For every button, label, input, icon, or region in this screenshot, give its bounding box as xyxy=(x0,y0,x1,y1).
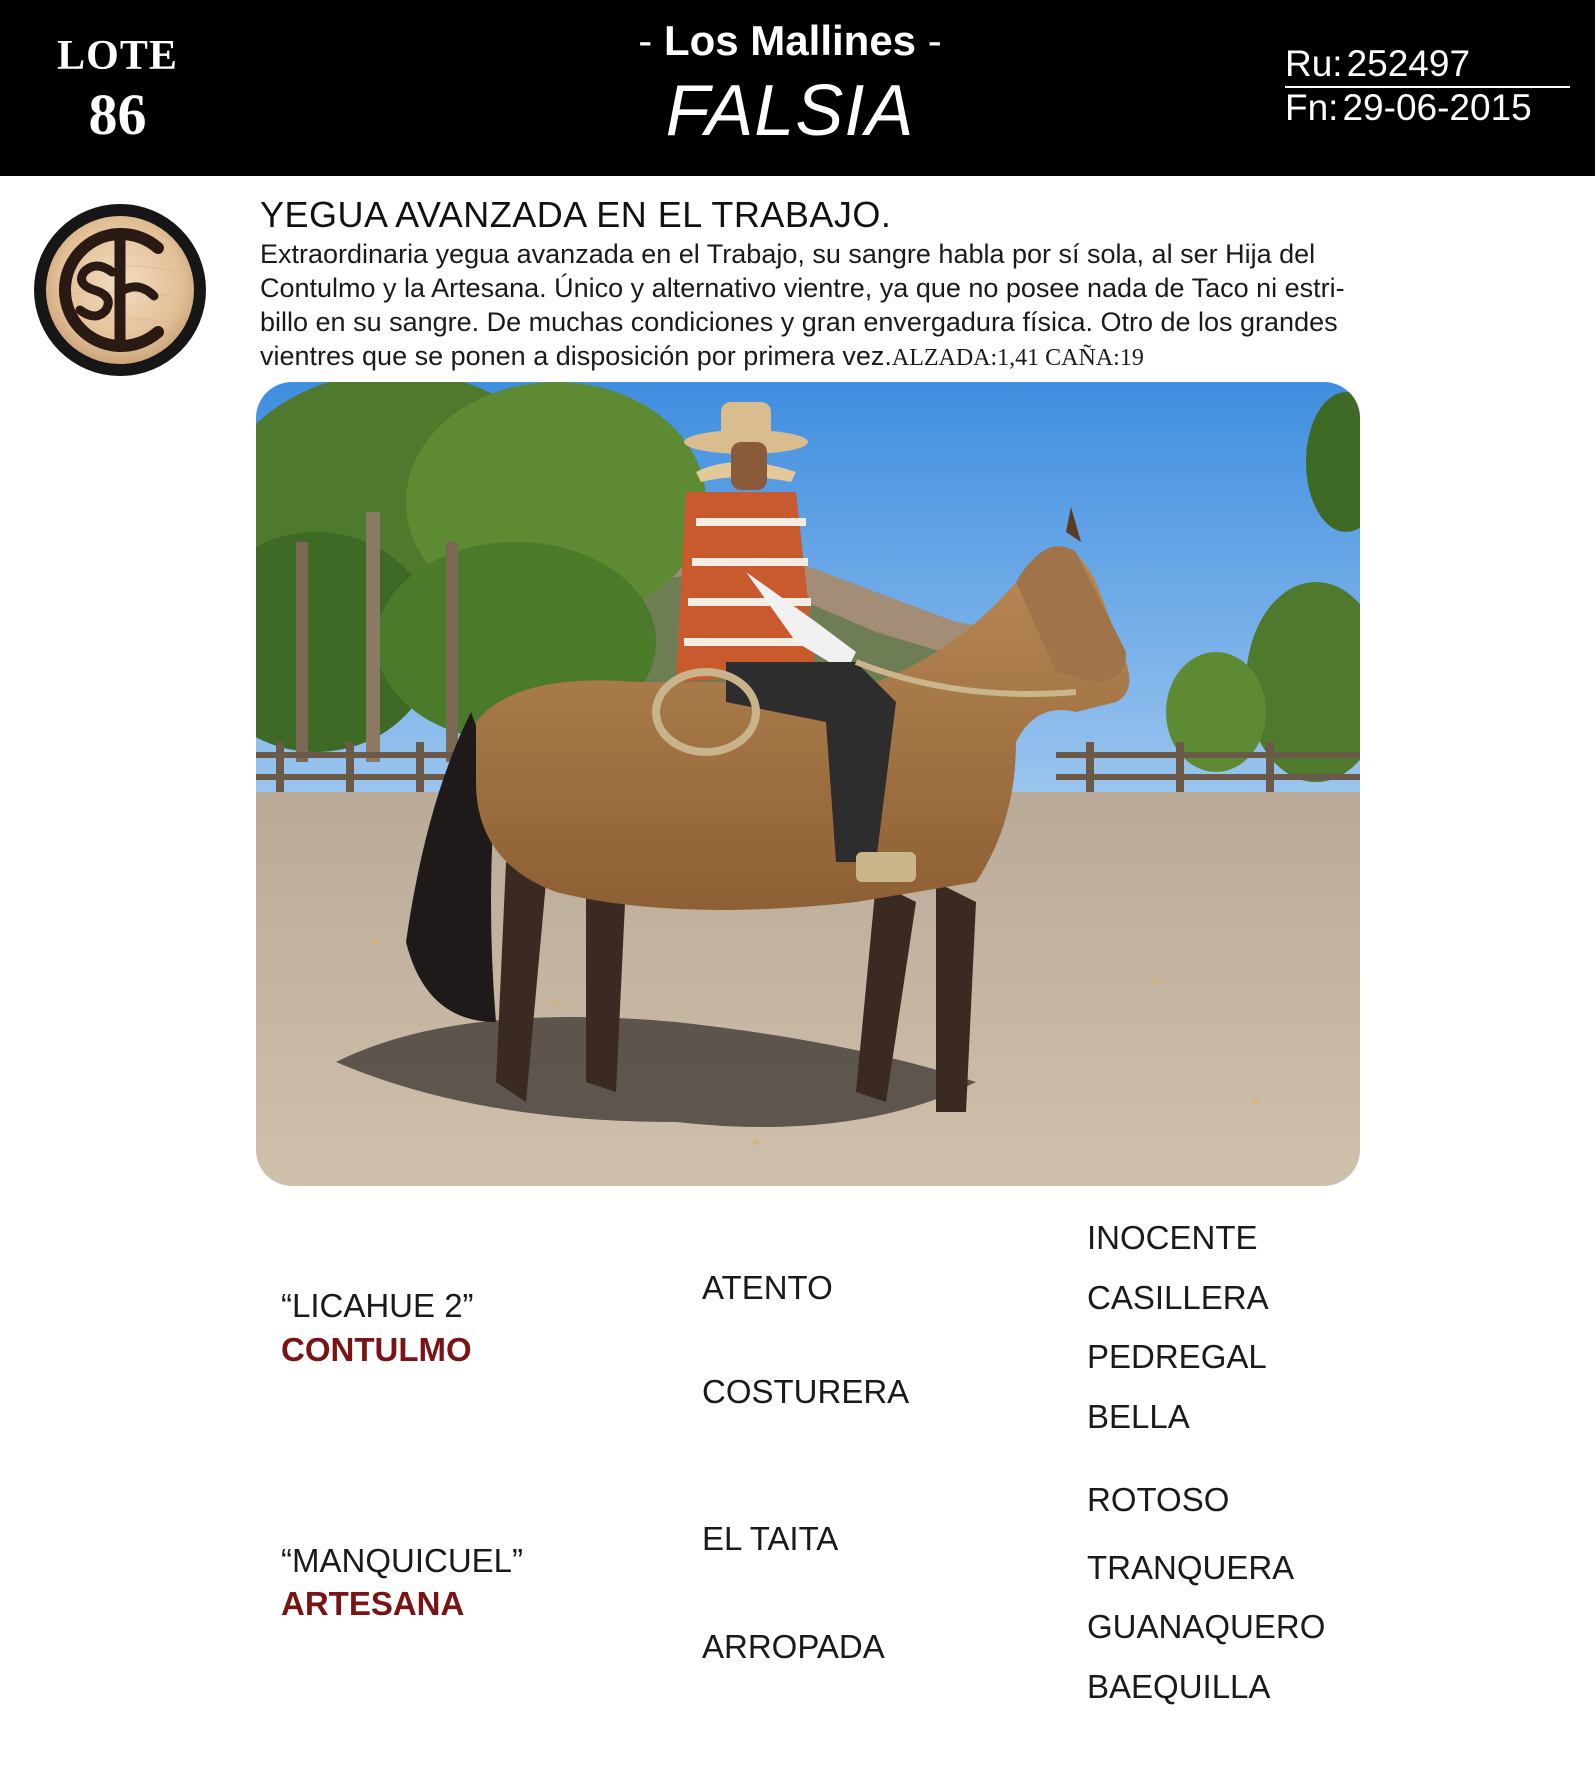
description-block xyxy=(260,193,1380,375)
sire-sire-sire: INOCENTE xyxy=(1087,1219,1258,1256)
dam-nickname: “MANQUICUEL” xyxy=(281,1542,524,1579)
description-title: YEGUA AVANZADA EN EL TRABAJO. xyxy=(260,194,892,235)
dam-dam-dam: BAEQUILLA xyxy=(1087,1668,1271,1705)
measurements: ALZADA:1,41 CAÑA:19 xyxy=(891,345,1144,371)
dam-dam: ARROPADA xyxy=(702,1628,885,1665)
sire-sire-dam: CASILLERA xyxy=(1087,1279,1269,1316)
birth-date-value: 29-06-2015 xyxy=(1342,87,1532,128)
registry-value: 252497 xyxy=(1346,43,1471,84)
description-line: Extraordinaria yegua avanzada en el Trabajo, su sangre habla por sí sola, al ser Hija del xyxy=(260,239,1316,269)
horse-name: FALSIA xyxy=(665,71,915,151)
dam-name: ARTESANA xyxy=(281,1585,465,1622)
sire-dam: COSTURERA xyxy=(702,1373,910,1410)
description-line-last xyxy=(260,339,1380,375)
registration-block xyxy=(1285,44,1570,128)
description-line: vientres que se ponen a disposición por primera vez. xyxy=(260,341,892,371)
horse-and-rider-photo xyxy=(256,382,1360,1186)
brand-seal-icon xyxy=(30,200,210,380)
farm-dash-left: - xyxy=(638,17,653,64)
registry-number xyxy=(1285,44,1570,88)
lot-label: LOTE xyxy=(57,33,178,79)
dam-sire-sire: ROTOSO xyxy=(1087,1481,1230,1518)
birth-date-label: Fn: xyxy=(1285,87,1339,128)
description-line: billo en su sangre. De muchas condiciones y gran envergadura física. Otro de los grandes xyxy=(260,307,1338,337)
farm-name: Los Mallines xyxy=(663,17,917,64)
farm-dash-right: - xyxy=(927,17,942,64)
description-text xyxy=(260,237,1380,375)
sire-sire: ATENTO xyxy=(702,1269,833,1306)
lot-block xyxy=(40,30,195,148)
header-bar xyxy=(0,0,1595,176)
sire-name: CONTULMO xyxy=(281,1331,472,1368)
sire-dam-sire: PEDREGAL xyxy=(1087,1338,1267,1375)
birth-date xyxy=(1285,88,1570,128)
sire-dam-dam: BELLA xyxy=(1087,1398,1190,1435)
sire-nickname: “LICAHUE 2” xyxy=(281,1287,474,1324)
description-line: Contulmo y la Artesana. Único y alternativo vientre, ya que no posee nada de Taco ni estri- xyxy=(260,273,1345,303)
lot-number: 86 xyxy=(88,82,147,147)
registry-label: Ru: xyxy=(1285,43,1343,84)
title-block xyxy=(540,14,1040,154)
farm-name-line xyxy=(540,14,1040,68)
dam-sire-dam: TRANQUERA xyxy=(1087,1549,1295,1586)
dam-sire: EL TAITA xyxy=(702,1520,839,1557)
dam-dam-sire: GUANAQUERO xyxy=(1087,1608,1326,1645)
